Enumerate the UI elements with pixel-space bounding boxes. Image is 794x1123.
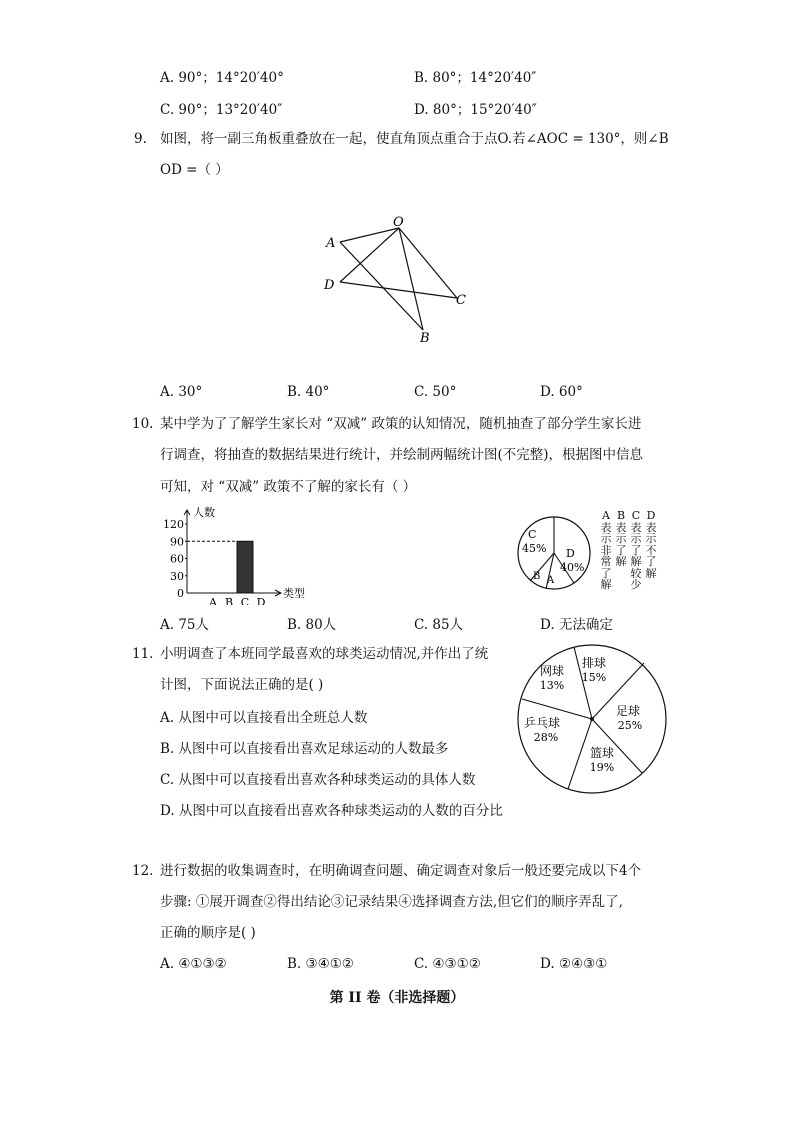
q8-option-d: D. 80°；15°20′40″	[414, 102, 537, 118]
bar-c	[237, 541, 253, 593]
q12-text-line3: 正确的顺序是( )	[160, 925, 256, 941]
bar-y-tick-label: 60	[170, 552, 184, 566]
q12-number: 12.	[132, 863, 154, 879]
pie-slice-percent: 28%	[533, 731, 559, 744]
segment-dc	[340, 282, 457, 298]
q9-option-c: C. 50°	[414, 384, 457, 400]
legend-column: B 表 示 了 解	[615, 509, 627, 568]
pie-slice-percent: 15%	[581, 671, 607, 684]
q12-option-b: B. ③④①②	[287, 956, 354, 972]
pie-slice-name: 篮球	[589, 746, 615, 760]
q10-text-line2: 行调查，将抽查的数据结果进行统计，并绘制两幅统计图(不完整)，根据图中信息	[160, 447, 644, 463]
bar-x-tick-label: A	[209, 596, 217, 605]
q11-option-b: B. 从图中可以直接看出喜欢足球运动的人数最多	[160, 741, 449, 757]
bar-y-axis-label: 人数	[193, 506, 215, 519]
q10-pie-legend	[600, 510, 657, 591]
q9-option-b: B. 40°	[287, 384, 330, 400]
q10-option-d: D. 无法确定	[540, 617, 613, 633]
bar-y-tick-label: 120	[163, 518, 184, 531]
label-c: C	[456, 293, 466, 308]
q10-option-c: C. 85人	[414, 617, 464, 633]
label-d: D	[324, 278, 335, 293]
q10-text-line1: 某中学为了了解学生家长对 “双减” 政策的认知情况，随机抽查了部分学生家长进	[160, 416, 642, 432]
q11-pie-chart	[512, 641, 672, 801]
q8-option-b: B. 80°；14°20′40″	[414, 70, 537, 86]
pie-label-c-pct: 45%	[522, 542, 547, 555]
q9-number: 9.	[134, 131, 147, 147]
bar-y-tick-label: 30	[170, 569, 184, 583]
pie-slice-name: 足球	[615, 704, 641, 718]
bar-x-tick-label: D	[256, 596, 266, 605]
pie-label-b: B	[533, 571, 541, 582]
pie-slice-name: 网球	[539, 664, 565, 678]
q11-option-a: A. 从图中可以直接看出全班总人数	[160, 710, 368, 726]
q9-text-line2: OD =（ ）	[160, 162, 229, 178]
q11-text-line2: 计图，下面说法正确的是( )	[160, 677, 324, 693]
pie-label-d-pct: 40%	[560, 561, 585, 574]
q10-pie-chart	[516, 515, 596, 595]
q9-text-line1: 如图，将一副三角板重叠放在一起，使直角顶点重合于点O.若∠AOC = 130°，则∠B	[160, 131, 669, 147]
legend-column: A 表 示 非 常 了 解	[600, 509, 612, 591]
label-a: A	[326, 236, 336, 251]
q9-option-a: A. 30°	[160, 384, 203, 400]
pie-label-c: C	[528, 528, 537, 541]
q8-option-c: C. 90°；13°20′40″	[160, 102, 283, 118]
q12-text-line1: 进行数据的收集调查时，在明确调查问题、确定调查对象后一般还要完成以下4个	[160, 863, 642, 879]
q9-option-d: D. 60°	[540, 384, 583, 400]
pie-slice-name: 排球	[581, 656, 607, 670]
bar-y-tick-label: 90	[170, 535, 184, 549]
q10-bar-chart	[160, 505, 320, 605]
pie-slice-name: 乒乓球	[523, 716, 561, 730]
bar-x-tick-label: B	[224, 596, 234, 605]
label-b: B	[420, 331, 430, 346]
pie-label-a: A	[547, 575, 555, 586]
pie-center	[590, 717, 594, 721]
q8-option-a: A. 90°；14°20′40°	[160, 70, 284, 86]
q11-text-line1: 小明调查了本班同学最喜欢的球类运动情况,并作出了统	[160, 646, 489, 662]
pie-slice-percent: 13%	[539, 679, 565, 692]
pie-slice-percent: 19%	[589, 761, 615, 774]
q10-option-a: A. 75人	[160, 617, 210, 633]
q10-text-line3: 可知，对 “双减” 政策不了解的家长有（ ）	[160, 479, 417, 495]
q11-option-d: D. 从图中可以直接看出喜欢各种球类运动的人数的百分比	[160, 803, 503, 819]
bar-x-axis-label: 类型	[283, 587, 305, 600]
legend-column: C 表 示 了 解 较 少	[630, 509, 642, 591]
bar-x-tick-label: C	[240, 596, 250, 605]
section-title: 第 II 卷（非选择题）	[329, 990, 465, 1006]
q12-option-a: A. ④①③②	[160, 956, 227, 972]
label-o: O	[393, 215, 404, 230]
q12-text-line2: 步骤: ①展开调查②得出结论③记录结果④选择调查方法,但它们的顺序弄乱了,	[160, 894, 623, 910]
pie-label-d: D	[566, 547, 575, 560]
legend-column: D 表 示 不 了 解	[645, 509, 657, 580]
q11-option-c: C. 从图中可以直接看出喜欢各种球类运动的具体人数	[160, 772, 476, 788]
q10-option-b: B. 80人	[287, 617, 337, 633]
q9-triangle-figure	[320, 210, 480, 350]
pie-slice-percent: 25%	[617, 719, 643, 732]
q12-option-d: D. ②④③①	[540, 956, 608, 972]
bar-y-tick-label: 0	[177, 587, 184, 600]
segment-ab	[340, 242, 423, 330]
q11-number: 11.	[132, 646, 154, 662]
q10-number: 10.	[132, 416, 154, 432]
q12-option-c: C. ④③①②	[414, 956, 481, 972]
segment-ao	[340, 228, 399, 242]
